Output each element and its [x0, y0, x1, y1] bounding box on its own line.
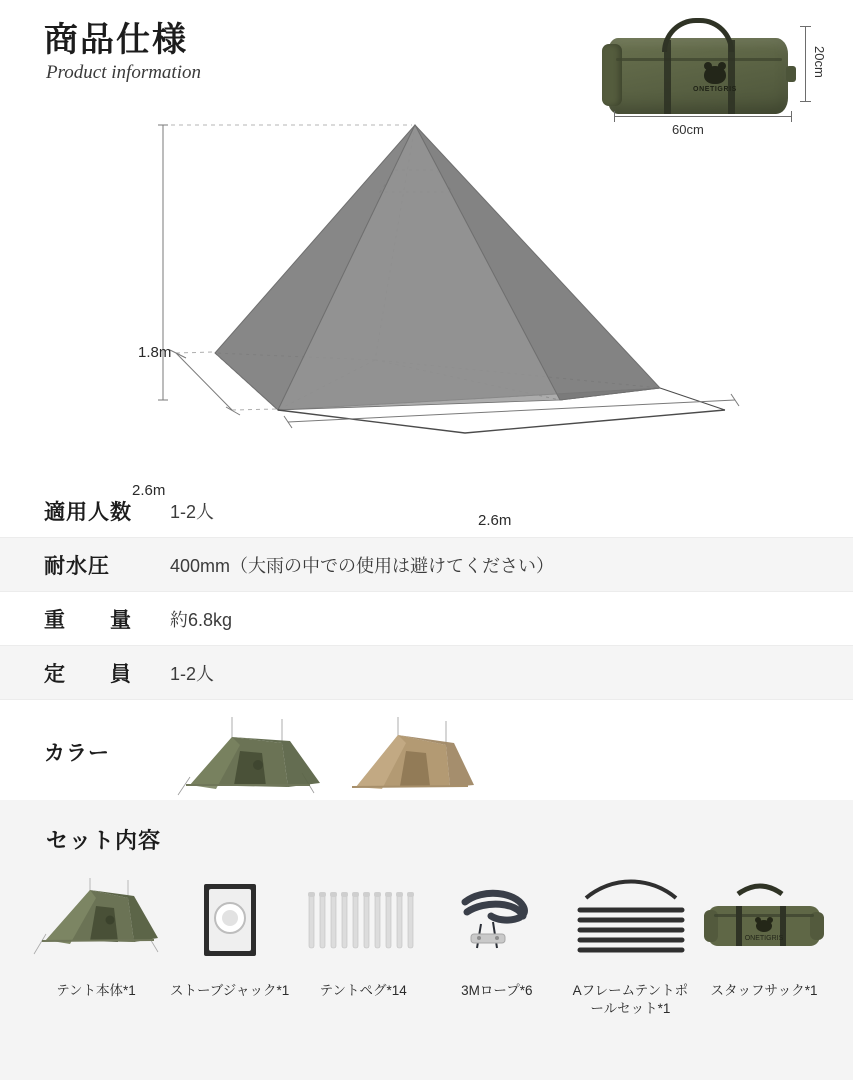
list-item-tent-pegs: [297, 872, 429, 1018]
list-item-tent-body: [30, 872, 162, 1018]
stove-jack-icon: [164, 872, 296, 968]
bag-height-label: 20cm: [812, 46, 827, 78]
list-item-caption: 3Mロープ*6: [461, 983, 533, 998]
row-label: カラー: [44, 741, 110, 765]
bag-zipper: [616, 58, 782, 61]
row-value: 1-2人: [170, 663, 215, 684]
list-item-a-frame-pole-set: [564, 872, 696, 1018]
brand-logo: [692, 64, 738, 94]
color-swatch-coyote[interactable]: [328, 715, 478, 801]
svg-text:ONETIGRIS: ONETIGRIS: [744, 935, 784, 942]
tent-body-icon: [30, 872, 162, 968]
tent-height-label: 1.8m: [138, 344, 172, 361]
list-item-stuff-sack: [698, 872, 830, 1018]
color-options: [170, 715, 478, 803]
tent-depth-label: 2.6m: [132, 482, 166, 499]
table-row-color: [0, 700, 853, 804]
list-item-stove-jack: [164, 872, 296, 1018]
page-title: 商品仕様: [44, 21, 188, 59]
set-contents-title: セット内容: [46, 828, 162, 853]
list-item-caption: テントペグ*14: [319, 983, 407, 998]
stuff-sack-icon: [698, 872, 830, 968]
table-row-weight: [0, 592, 853, 646]
row-label: 定 員: [44, 662, 132, 686]
bag-width-label: 60cm: [672, 122, 704, 137]
list-item-caption: テント本体*1: [56, 983, 136, 998]
tent-diagram-svg: [0, 100, 853, 460]
set-contents-list: [30, 872, 830, 1018]
list-item-caption: Aフレームテントポールセット*1: [572, 983, 689, 1017]
list-item-caption: ストーブジャック*1: [169, 983, 290, 998]
tiger-logo-icon: [704, 66, 726, 84]
bag-side-tab: [786, 66, 796, 82]
bag-end-cap: [602, 44, 622, 106]
tent-width-label: 2.6m: [478, 512, 512, 529]
set-contents-section: [0, 800, 853, 1080]
bag-handle: [662, 18, 734, 52]
row-value: 1-2人: [170, 501, 215, 522]
table-row-waterproof: [0, 538, 853, 592]
table-row-occupancy: [0, 646, 853, 700]
color-swatch-olive[interactable]: [170, 715, 320, 801]
row-label: 適用人数: [44, 500, 132, 524]
spec-table: [0, 484, 853, 804]
tent-pegs-icon: [297, 872, 429, 968]
bag-height-dimension-line: [805, 26, 806, 102]
table-row-capacity: [0, 484, 853, 538]
list-item-guy-rope: [431, 872, 563, 1018]
row-value: 約6.8kg: [170, 609, 233, 630]
brand-name: ONETIGRIS: [693, 85, 737, 93]
row-label: 耐水圧: [44, 554, 110, 578]
list-item-caption: スタッフサック*1: [710, 983, 818, 998]
a-frame-pole-set-icon: [564, 872, 696, 968]
page-subtitle: Product information: [46, 62, 201, 83]
guy-rope-icon: [431, 872, 563, 968]
row-value: 400mm（大雨の中での使用は避けてください）: [170, 555, 555, 576]
row-label: 重 量: [44, 608, 132, 632]
